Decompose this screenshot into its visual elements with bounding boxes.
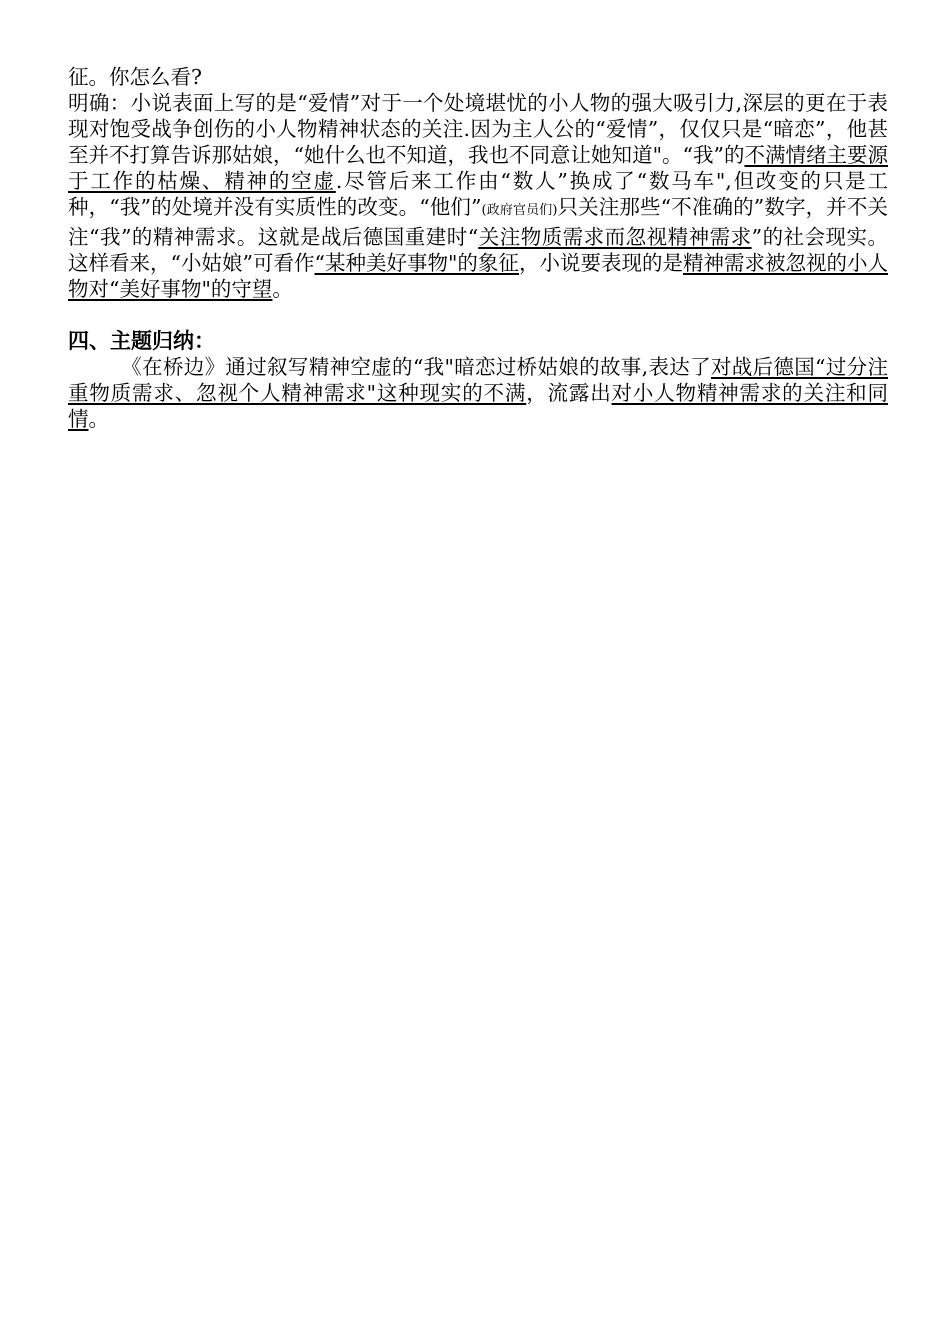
- theme-underline-1: 对战后德国“过分注重物质需求、忽视个人精神需求"这种现实的不满: [68, 355, 888, 405]
- theme-text-1: 《在桥边》通过叙写精神空虚的“我"暗恋过桥姑娘的故事,表达了: [121, 355, 711, 379]
- answer-underline-4: 精神需求被忽视的小人物对“美好事物"的守望: [68, 251, 889, 301]
- answer-text-3: 只关注那些“不准确的”数字，并不关注“我”的精神需求。这就是战后德国重建时“: [68, 195, 888, 249]
- answer-text-6: 。: [272, 277, 293, 301]
- answer-text-5: ，小说要表现的是: [518, 251, 683, 275]
- answer-text-2: .尽管后来工作由“数人”换成了“数马车",但改变的只是工种，“我”的处境并没有实质性的改变。“他们”: [68, 169, 889, 219]
- answer-text-4: ”的社会现实。这样看来，“小姑娘”可看作: [68, 225, 889, 275]
- answer-underline-3: “某种美好事物"的象征: [314, 251, 519, 275]
- answer-paragraph: [68, 90, 888, 302]
- section-4-heading: 四、主题归纳：: [68, 329, 215, 353]
- answer-underline-1: 不满情绪主要源于工作的枯燥、精神的空虚: [68, 143, 889, 193]
- answer-small-note: (政府官员们): [481, 203, 558, 218]
- answer-text-1: 明确：小说表面上写的是“爱情”对于一个处境堪忧的小人物的强大吸引力,深层的更在于表现对饱受战争创伤的小人物精神状态的关注.因为主人公的“爱情”，仅仅只是“暗恋”，他甚至并不打算告诉那姑娘，“她什么也不知道，我也不同意让她知道"。“我”的: [68, 91, 888, 167]
- theme-underline-2: 对小人物精神需求的关注和同情: [68, 381, 888, 431]
- theme-text-3: 。: [88, 407, 109, 431]
- theme-text-2: ，流露出: [526, 381, 612, 405]
- answer-underline-2: 关注物质需求而忽视精神需求: [478, 225, 752, 249]
- theme-paragraph: [68, 354, 888, 432]
- question-tail: 征。你怎么看?: [68, 65, 202, 89]
- document-page: [68, 64, 888, 432]
